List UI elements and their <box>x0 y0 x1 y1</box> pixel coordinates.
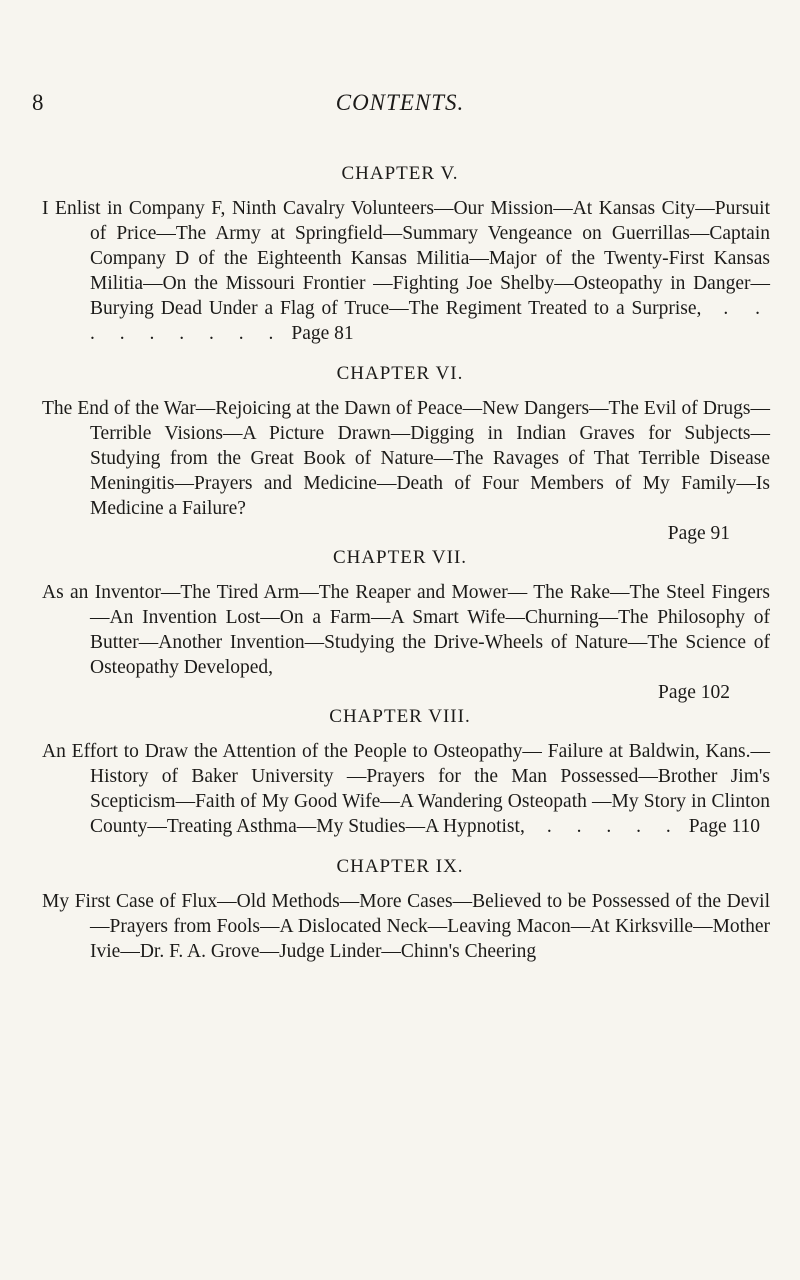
chapter-title: CHAPTER VII. <box>332 547 468 568</box>
chapter-title: CHAPTER IX. <box>336 856 464 877</box>
chapter-summary <box>42 889 770 964</box>
dot-leader: . . . . . . . . . <box>90 298 770 344</box>
summary-text: As an Inventor—The Tired Arm—The Reaper and Mower— The Rake—The Steel Fingers—An Invention Lost—On a Farm—A Smart Wife—Churning—The Philosophy of Butter—Another Invention—Studying the Drive-Wheels of Nature—The Science of Osteopathy Developed, <box>42 582 770 678</box>
page-reference: Page 102 <box>657 682 730 703</box>
chapter-summary <box>42 196 770 346</box>
page-reference: Page 110 <box>688 816 761 837</box>
summary-text: An Effort to Draw the Attention of the People to Osteopathy— Failure at Baldwin, Kans.—History of Baker University —Prayers for the Man Possessed—Brother Jim's Scepticism—Faith of My Good Wife—A Wandering Osteopath —My Story in Clinton County—Treating Asthma—My Studies—A Hypnotist, <box>42 741 770 837</box>
chapter-title: CHAPTER V. <box>341 163 459 184</box>
chapter-6 <box>0 362 800 546</box>
page-number: 8 <box>32 90 44 115</box>
chapter-7 <box>0 546 800 705</box>
page-reference: Page 91 <box>667 523 730 544</box>
chapter-title: CHAPTER VIII. <box>329 706 471 727</box>
contents-list <box>0 162 800 980</box>
summary-text: I Enlist in Company F, Ninth Cavalry Volunteers—Our Mission—At Kansas City—Pursuit of Price—The Army at Springfield—Summary Vengeance on Guerrillas—Captain Company D of the Eighteenth Kansas Militia—Major of the Twenty-First Kansas Militia—On the Missouri Frontier —Fighting Joe Shelby—Osteopathy in Danger—Burying Dead Under a Flag of Truce—The Regiment Treated to a Surprise, <box>42 198 770 319</box>
dot-leader: . . . . . <box>546 816 681 837</box>
chapter-summary <box>42 739 770 839</box>
summary-text: My First Case of Flux—Old Methods—More Cases—Believed to be Possessed of the Devil—Prayers from Fools—A Dislocated Neck—Leaving Macon—At Kirksville—Mother Ivie—Dr. F. A. Grove—Judge Linder—Chinn's Cheering <box>42 891 770 962</box>
chapter-9 <box>0 855 800 964</box>
summary-text: The End of the War—Rejoicing at the Dawn of Peace—New Dangers—The Evil of Drugs—Terrible Visions—A Picture Drawn—Digging in Indian Graves for Subjects—Studying from the Great Book of Nature—The Ravages of That Terrible Disease Meningitis—Prayers and Medicine—Death of Four Members of My Family—Is Medicine a Failure? <box>42 398 770 519</box>
page-reference: Page 81 <box>291 323 354 344</box>
chapter-summary <box>42 396 770 546</box>
page-header <box>0 90 800 120</box>
chapter-8 <box>0 705 800 839</box>
chapter-title: CHAPTER VI. <box>336 363 464 384</box>
chapter-summary <box>42 580 770 705</box>
chapter-5 <box>0 162 800 346</box>
running-head: CONTENTS. <box>335 90 465 115</box>
